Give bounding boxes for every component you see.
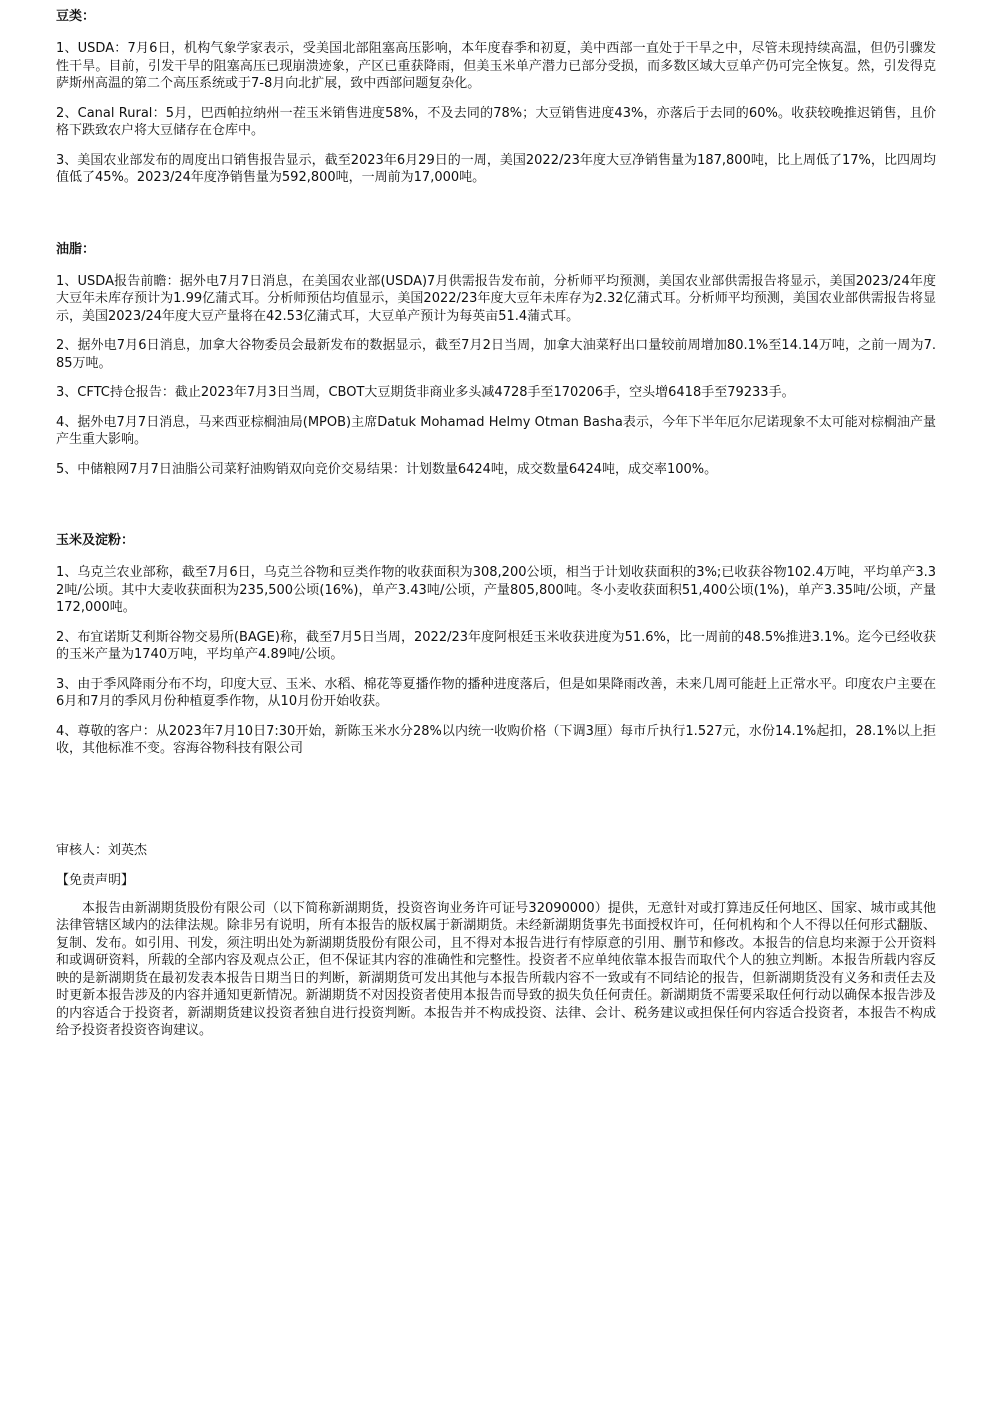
news-item: 5、中储粮网7月7日油脂公司菜籽油购销双向竞价交易结果：计划数量6424吨，成交数量6424吨，成交率100%。 — [56, 461, 718, 477]
spacer — [56, 490, 936, 532]
section-title: 豆类： — [56, 9, 96, 24]
disclaimer-body: 本报告由新湖期货股份有限公司（以下简称新湖期货，投资咨询业务许可证号32090000）提供，无意针对或打算违反任何地区、国家、城市或其他法律管辖区域内的法律法规。除非另有说明，所有本报告的版权属于新湖期货。未经新湖期货事先书面授权许可，任何机构和个人不得以任何形式翻版、复制、发布。如引用、刊发，须注明出处为新湖期货股份有限公司，且不得对本报告进行有悖原意的引用、删节和修改。本报告的信息均来源于公开资料和或调研资料，所载的全部内容及观点公正，但不保证其内容的准确性和完整性。投资者不应单纯依靠本报告而取代个人的独立判断。本报告所载内容反映的是新湖期货在最初发表本报告日期当日的判断，新湖期货可发出其他与本报告所载内容不一致或有不同结论的报告，但新湖期货没有义务和责任去及时更新本报告涉及的内容并通知更新情况。新湖期货不对因投资者使用本报告而导致的损失负任何责任。新湖期货不需要采取任何行动以确保本报告涉及的内容适合于投资者，新湖期货建议投资者独自进行投资判断。本报告并不构成投资、法律、会计、税务建议或担保任何内容适合投资者，本报告不构成给予投资者投资咨询建议。 — [56, 900, 936, 1038]
news-item: 1、乌克兰农业部称，截至7月6日，乌克兰谷物和豆类作物的收获面积为308,200公顷，相当于计划收获面积的3%;已收获谷物102.4万吨，平均单产3.32吨/公顷。其中大麦收获面积为235,500公顷(16%)，单产3.43吨/公顷，产量805,800吨。冬小麦收获面积51,400公顷(1%)，单产3.35吨/公顷，产量172,000吨。 — [56, 565, 936, 615]
news-item: 2、Canal Rural：5月，巴西帕拉纳州一茬玉米销售进度58%，不及去同的78%；大豆销售进度43%，亦落后于去同的60%。收获较晚推迟销售，且价格下跌致农户将大豆储存在仓库中。 — [56, 105, 936, 138]
section-soybeans — [56, 8, 936, 187]
news-item: 3、由于季风降雨分布不均，印度大豆、玉米、水稻、棉花等夏播作物的播种进度落后，但是如果降雨改善，未来几周可能赶上正常水平。印度农户主要在6月和7月的季风月份种植夏季作物，从10月份开始收获。 — [56, 676, 936, 709]
report-page — [56, 8, 936, 1040]
disclaimer-title: 【免责声明】 — [56, 872, 135, 888]
news-item: 4、据外电7月7日消息，马来西亚棕榈油局(MPOB)主席Datuk Mohamad Helmy Otman Basha表示，今年下半年厄尔尼诺现象不太可能对棕榈油产量产生重大影响。 — [56, 414, 936, 447]
news-item: 3、CFTC持仓报告：截止2023年7月3日当周，CBOT大豆期货非商业多头减4728手至170206手，空头增6418手至79233手。 — [56, 385, 795, 400]
news-item: 1、USDA：7月6日，机构气象学家表示，受美国北部阻塞高压影响，本年度春季和初夏，美中西部一直处于干旱之中，尽管未现持续高温，但仍引骤发性干旱。目前，引发干旱的阻塞高压已现崩溃迹象，产区已重获降雨，但美玉米单产潜力已部分受损，而多数区域大豆单产仍可完全恢复。然，引发得克萨斯州高温的第二个高压系统或于7-8月向北扩展，致中西部问题复杂化。 — [56, 41, 936, 91]
section-title: 玉米及淀粉： — [56, 533, 135, 548]
news-item: 2、据外电7月6日消息，加拿大谷物委员会最新发布的数据显示，截至7月2日当周，加拿大油菜籽出口量较前周增加80.1%至14.14万吨，之前一周为7.85万吨。 — [56, 338, 936, 371]
news-item: 2、布宜诺斯艾利斯谷物交易所(BAGE)称，截至7月5日当周，2022/23年度阿根廷玉米收获进度为51.6%，比一周前的48.5%推进3.1%。迄今已经收获的玉米产量为1740万吨，平均单产4.89吨/公顷。 — [56, 629, 936, 662]
news-item: 4、尊敬的客户：从2023年7月10日7:30开始，新陈玉米水分28%以内统一收购价格（下调3厘）每市斤执行1.527元，水份14.1%起扣，28.1%以上拒收，其他标准不变。容海谷物科技有限公司 — [56, 723, 936, 756]
section-corn-starch — [56, 532, 936, 758]
news-item: 1、USDA报告前瞻：据外电7月7日消息，在美国农业部(USDA)7月供需报告发布前，分析师平均预测，美国农业部供需报告将显示，美国2023/24年度大豆年未库存预计为1.99亿蒲式耳。分析师预估均值显示，美国2022/23年度大豆年未库存为2.32亿蒲式耳。分析师平均预测，美国农业部供需报告将显示，美国2023/24年度大豆产量将在42.53亿蒲式耳，大豆单产预计为每英亩51.4蒲式耳。 — [56, 273, 936, 324]
section-title: 油脂： — [56, 241, 96, 257]
spacer — [56, 199, 936, 241]
spacer — [56, 770, 936, 842]
reviewer-line: 审核人：刘英杰 — [56, 842, 148, 858]
news-item: 3、美国农业部发布的周度出口销售报告显示，截至2023年6月29日的一周，美国2022/23年度大豆净销售量为187,800吨，比上周低了17%，比四周均值低了45%。2023/24年度净销售量为592,800吨，一周前为17,000吨。 — [56, 152, 936, 185]
section-oils — [56, 241, 936, 479]
